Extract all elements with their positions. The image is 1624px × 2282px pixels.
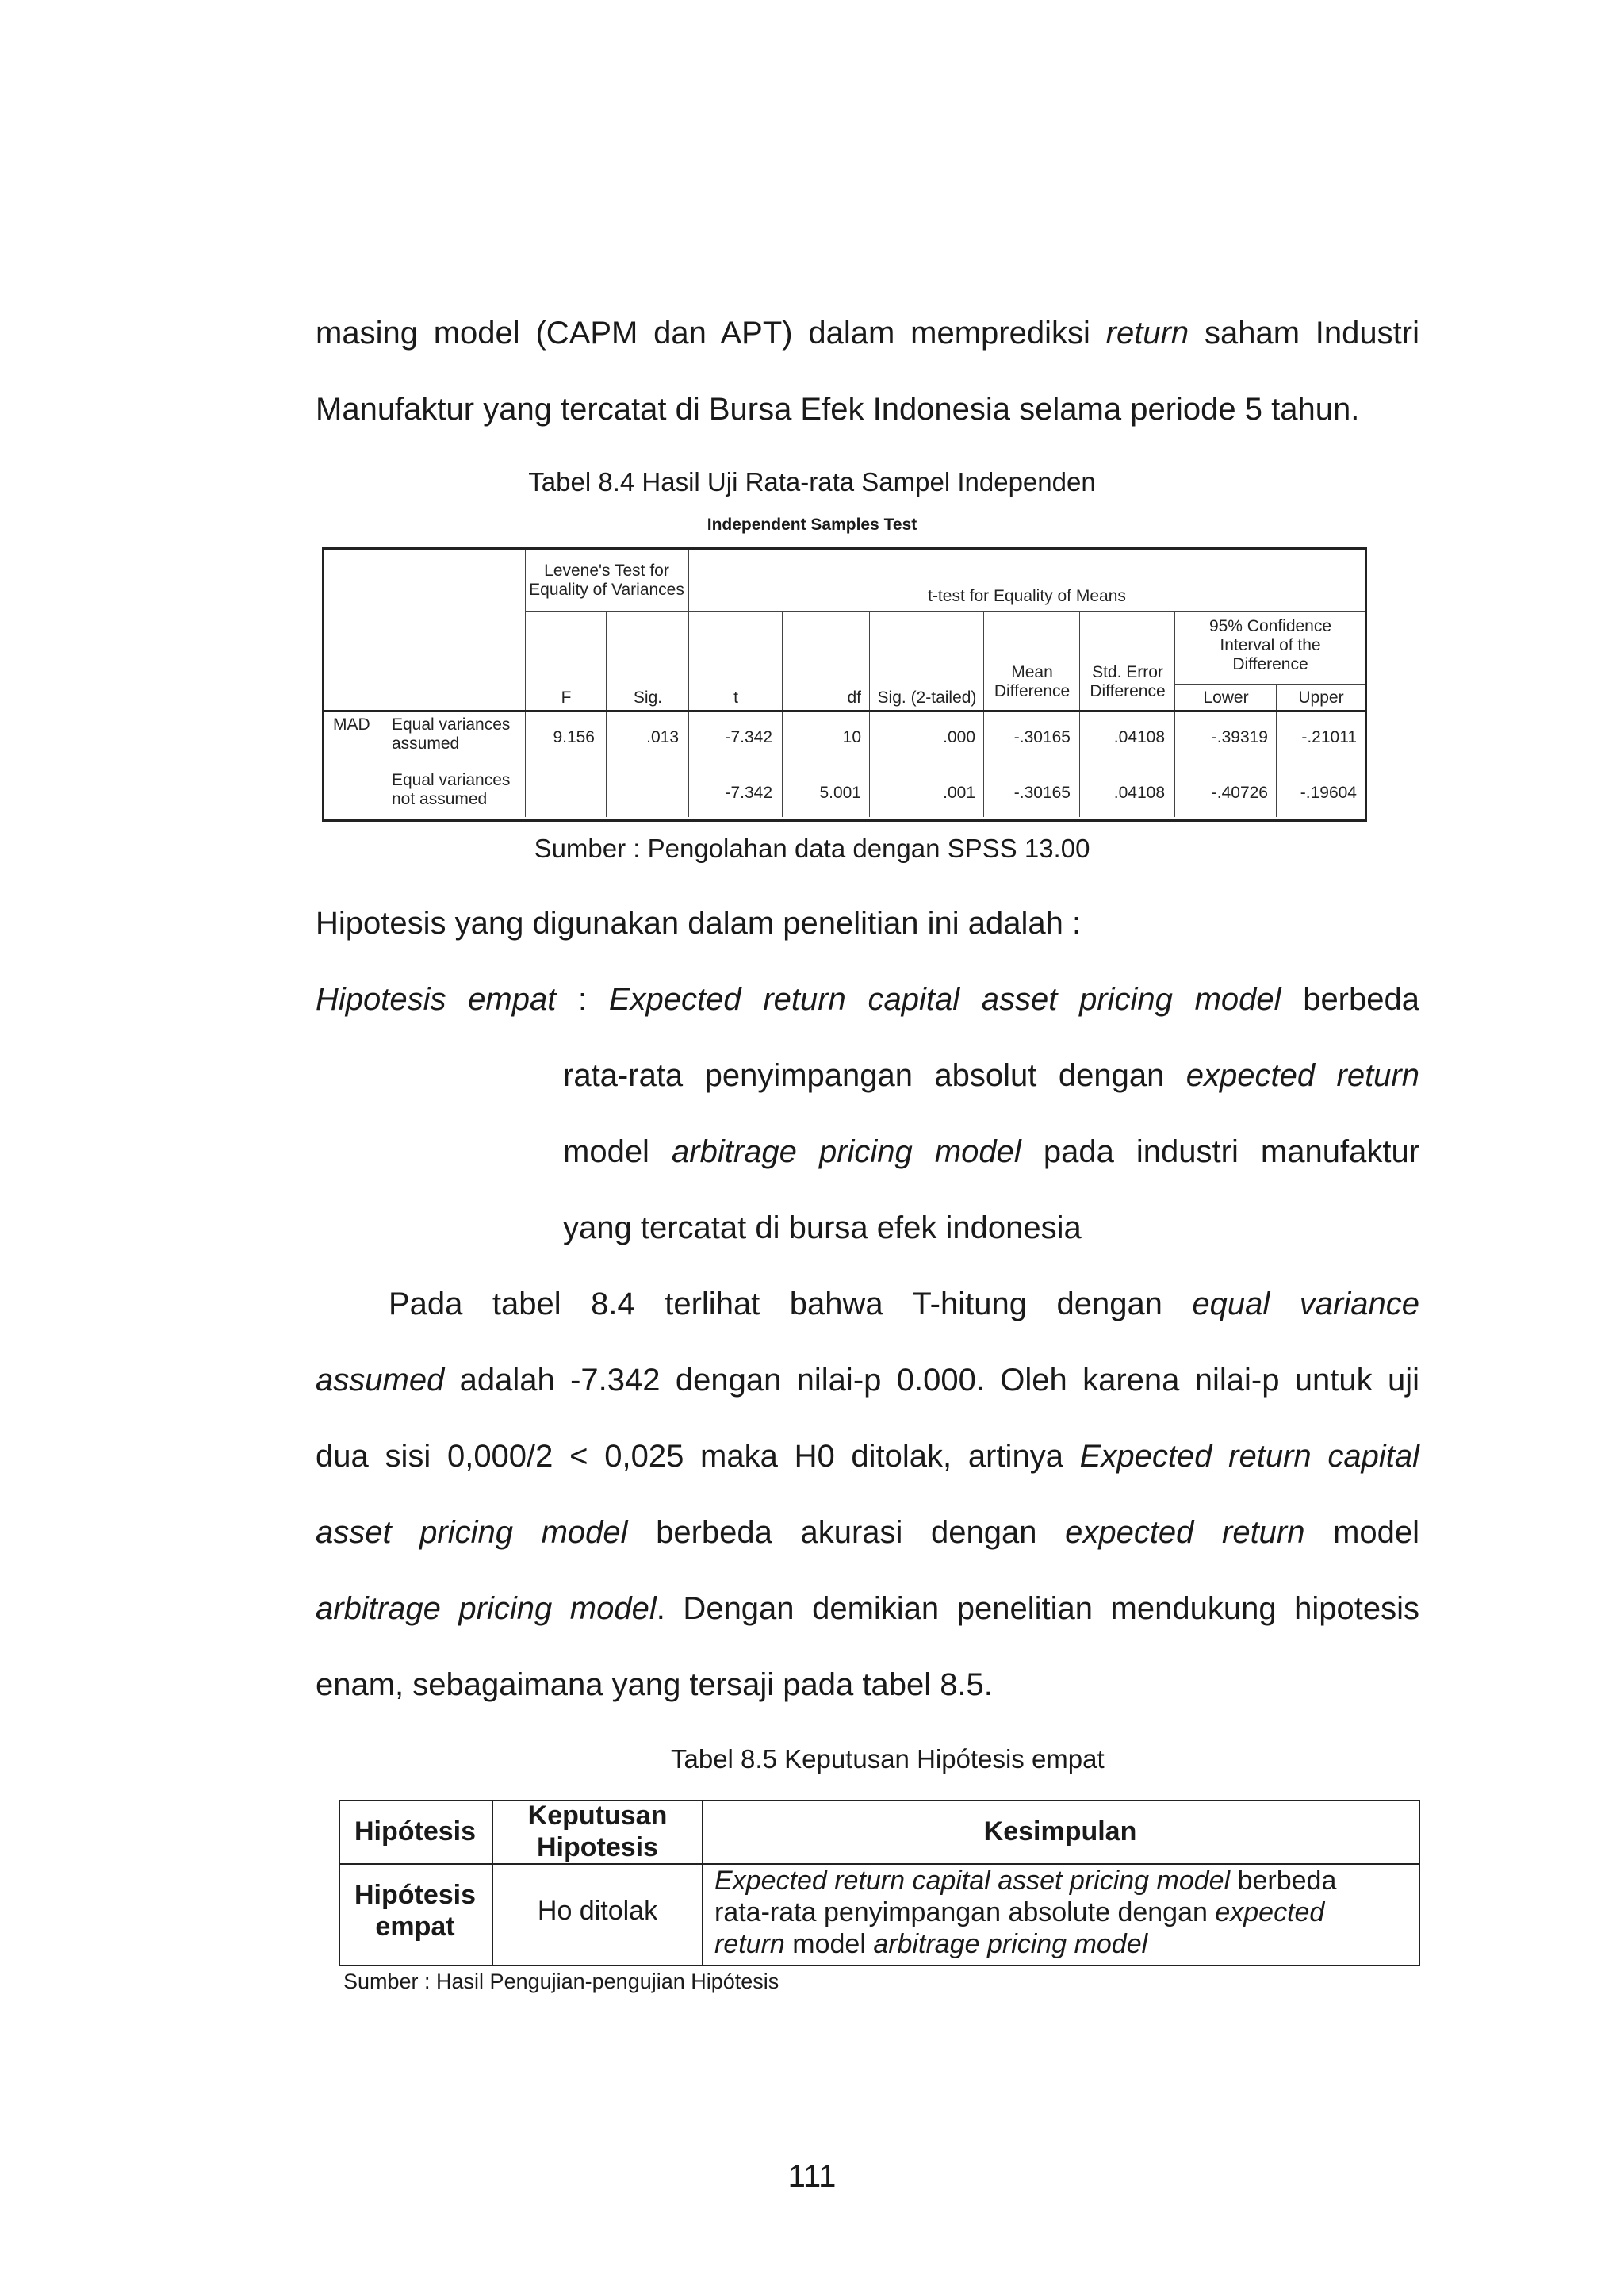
table-cell: .000 (943, 728, 975, 746)
col-header-sig2: Sig. (2-tailed) (877, 688, 977, 707)
table-cell: .001 (943, 784, 975, 802)
col-header-df: df (847, 688, 861, 707)
col-header-sig: Sig. (633, 688, 663, 707)
paragraph-line: Manufaktur yang tercatat di Bursa Efek Indonesia selama periode 5 tahun. (316, 392, 1360, 427)
table-cell: -.21011 (1301, 728, 1357, 746)
divider (983, 611, 984, 817)
paragraph-line: Hipotesis yang digunakan dalam penelitian ini adalah : (316, 906, 1082, 941)
divider (688, 550, 689, 817)
hypothesis-line: yang tercatat di bursa efek indonesia (563, 1210, 1082, 1245)
divider (1276, 684, 1277, 817)
divider (782, 611, 783, 817)
table-cell: 9.156 (553, 728, 595, 746)
table-cell: -7.342 (725, 728, 772, 746)
table-title: Independent Samples Test (707, 516, 917, 534)
variable-label: MAD (333, 715, 370, 734)
ci-header: 95% Confidence Interval of the Difference (1208, 617, 1332, 673)
ttest-header: t-test for Equality of Means (928, 587, 1126, 605)
hypothesis-line: rata-rata penyimpangan absolut dengan expected return (563, 1058, 1419, 1093)
paragraph-line: assumed adalah -7.342 dengan nilai-p 0.000. Oleh karena nilai-p untuk uji (316, 1363, 1419, 1398)
table-cell: 5.001 (819, 784, 861, 802)
col-header-lower: Lower (1203, 688, 1249, 707)
col-header-mean: Mean Difference (994, 663, 1071, 700)
divider (606, 611, 607, 817)
divider (322, 710, 1365, 712)
table-cell: .04108 (1113, 784, 1165, 802)
page-number: 111 (787, 2159, 837, 2194)
divider (1079, 611, 1080, 817)
levene-header: Levene's Test for Equality of Variances (529, 562, 684, 599)
col-header-f: F (561, 688, 572, 707)
table-cell: -.19604 (1300, 784, 1357, 802)
table-caption: Tabel 8.5 Keputusan Hipótesis empat (671, 1744, 1105, 1774)
divider (525, 611, 1365, 612)
row-hipotesis: Hipótesis empat (354, 1880, 477, 1942)
row-kesimpulan: Expected return capital asset pricing model berbeda rata-rata penyimpangan absolute dengan expected return model arbitrage pricing model (714, 1866, 1337, 1959)
paragraph-line: dua sisi 0,000/2 < 0,025 maka H0 ditolak, artinya Expected return capital (316, 1439, 1420, 1474)
paragraph-line: enam, sebagaimana yang tersaji pada tabel 8.5. (316, 1667, 993, 1702)
header-hipotesis: Hipótesis (354, 1816, 477, 1847)
table-cell: -.40726 (1211, 784, 1268, 802)
table-caption: Tabel 8.4 Hasil Uji Rata-rata Sampel Independen (528, 467, 1096, 497)
paragraph-line: masing model (CAPM dan APT) dalam memprediksi return saham Industri (316, 316, 1419, 351)
header-kesimpulan: Kesimpulan (983, 1816, 1137, 1847)
table-source: Sumber : Hasil Pengujian-pengujian Hipótesis (343, 1969, 779, 1993)
hypothesis-line: model arbitrage pricing model pada industri manufaktur (563, 1134, 1420, 1169)
hypothesis-line: Hipotesis empat : Expected return capital asset pricing model berbeda (316, 982, 1419, 1017)
row-label: Equal variances not assumed (392, 771, 511, 808)
independent-samples-table (322, 547, 1367, 822)
divider (869, 611, 870, 817)
table-cell: -.39319 (1211, 728, 1268, 746)
table-source: Sumber : Pengolahan data dengan SPSS 13.00 (534, 834, 1090, 863)
divider (1174, 611, 1175, 817)
table-cell: -.30165 (1013, 784, 1071, 802)
paragraph-line: arbitrage pricing model. Dengan demikian penelitian mendukung hipotesis (316, 1591, 1420, 1626)
keputusan-table (339, 1800, 1419, 1965)
divider (1174, 684, 1365, 685)
col-header-t: t (733, 688, 738, 707)
divider (525, 550, 526, 817)
paragraph-line: asset pricing model berbeda akurasi dengan expected return model (316, 1515, 1420, 1550)
table-cell: -7.342 (725, 784, 772, 802)
table-cell: .013 (646, 728, 679, 746)
row-label: Equal variances assumed (392, 715, 511, 753)
header-keputusan: Keputusan Hipotesis (527, 1801, 668, 1862)
row-keputusan: Ho ditolak (537, 1896, 658, 1926)
paragraph-line: Pada tabel 8.4 terlihat bahwa T-hitung dengan equal variance (389, 1287, 1419, 1321)
table-cell: -.30165 (1013, 728, 1071, 746)
table-cell: .04108 (1113, 728, 1165, 746)
col-header-se: Std. Error Difference (1090, 663, 1166, 700)
table-cell: 10 (842, 728, 861, 746)
col-header-upper: Upper (1298, 688, 1344, 707)
